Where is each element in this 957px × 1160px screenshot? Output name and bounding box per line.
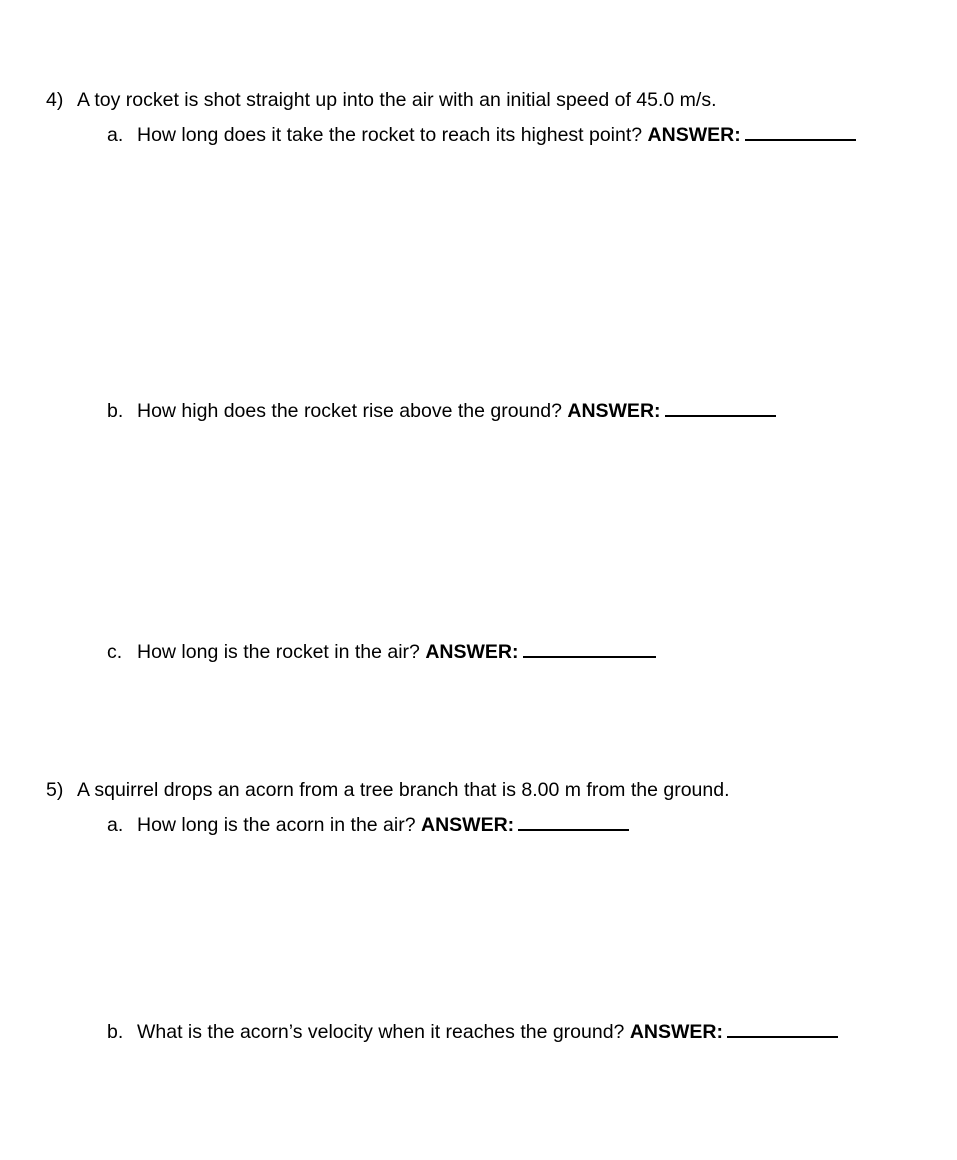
answer-blank[interactable] <box>745 125 856 141</box>
answer-label: ANSWER: <box>629 1021 723 1043</box>
question-text: A squirrel drops an acorn from a tree branch that is 8.00 m from the ground. <box>77 779 730 801</box>
part-text: How long is the rocket in the air? <box>137 641 420 663</box>
part-letter: a. <box>107 814 124 836</box>
part-text-wrapper <box>137 1020 838 1044</box>
answer-label: ANSWER: <box>567 400 661 422</box>
part-text: How long is the acorn in the air? <box>137 814 416 836</box>
answer-blank[interactable] <box>518 815 629 831</box>
question-text: A toy rocket is shot straight up into the air with an initial speed of 45.0 m/s. <box>77 89 717 111</box>
part-text: How long does it take the rocket to reach its highest point? <box>137 124 643 146</box>
answer-blank[interactable] <box>727 1022 838 1038</box>
question-number: 4) <box>46 89 64 111</box>
part-text-wrapper <box>137 123 856 147</box>
answer-blank[interactable] <box>665 401 776 417</box>
part-text: What is the acorn’s velocity when it reaches the ground? <box>137 1021 625 1043</box>
answer-label: ANSWER: <box>421 814 515 836</box>
part-letter: a. <box>107 124 124 146</box>
part-text-wrapper <box>137 399 776 423</box>
answer-label: ANSWER: <box>647 124 741 146</box>
answer-blank[interactable] <box>523 642 656 658</box>
question-number: 5) <box>46 779 64 801</box>
part-letter: c. <box>107 641 123 663</box>
part-text-wrapper <box>137 640 656 664</box>
part-letter: b. <box>107 400 124 422</box>
part-letter: b. <box>107 1021 124 1043</box>
part-text-wrapper <box>137 813 629 837</box>
part-text: How high does the rocket rise above the ground? <box>137 400 562 422</box>
answer-label: ANSWER: <box>425 641 519 663</box>
